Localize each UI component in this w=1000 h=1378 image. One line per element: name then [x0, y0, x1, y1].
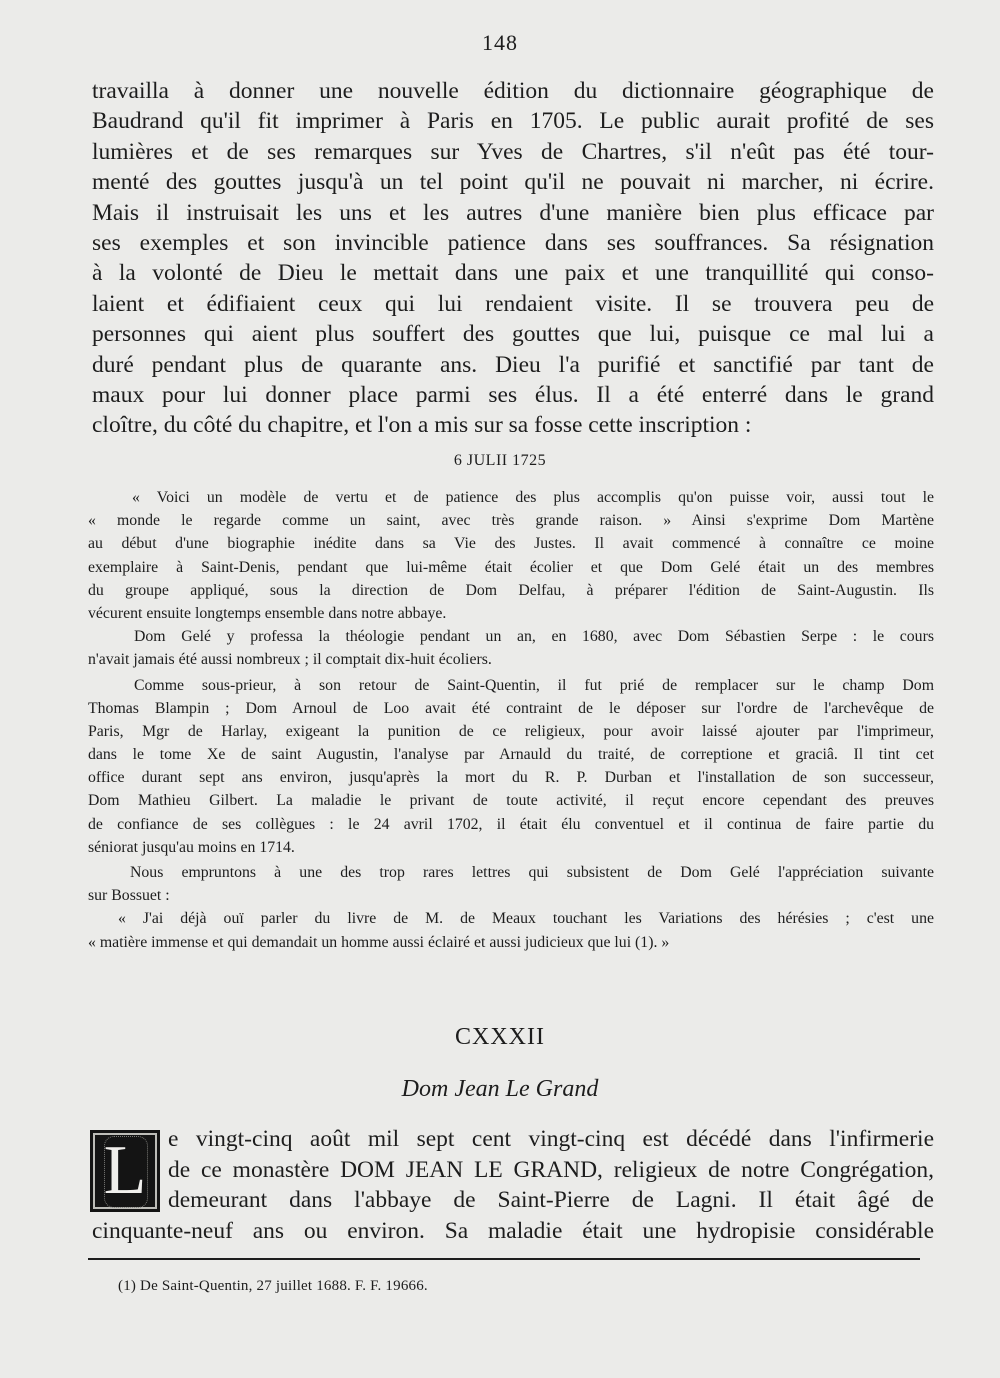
note-line: Dom Gelé y professa la théologie pendant un an, en 1680, avec Dom Sébastien Serpe : le cours: [134, 628, 934, 646]
note-line: sur Bossuet :: [88, 887, 170, 905]
note-line: dans le tome Xe de saint Augustin, l'analyse par Arnauld du traité, de correptione et graciâ. Il tint cet: [88, 746, 934, 764]
note-line: « matière immense et qui demandait un homme aussi éclairé et aussi judicieux que lui (1). »: [88, 933, 670, 951]
note-line: Nous empruntons à une des trop rares lettres qui subsistent de Dom Gelé l'appréciation suivante: [130, 864, 934, 881]
text-line: demeurant dans l'abbaye de Saint-Pierre de Lagni. Il était âgé de: [168, 1187, 934, 1213]
page-number: 148: [482, 30, 518, 55]
notes-block: [88, 486, 934, 954]
inscription-date: 6 JULII 1725: [453, 452, 547, 469]
text-line: Baudrand qu'il fit imprimer à Paris en 1705. Le public aurait profité de ses: [92, 108, 934, 135]
text-line: de ce monastère DOM JEAN LE GRAND, religieux de notre Congrégation,: [168, 1156, 934, 1183]
text-line: maux pour lui donner place parmi ses élus. Il a été enterré dans le grand: [92, 381, 934, 408]
note-line: Thomas Blampin ; Dom Arnoul de Loo avait été contraint de le déposer sur l'ordre de l'archevêque de: [88, 699, 934, 717]
text-line: cloître, du côté du chapitre, et l'on a mis sur sa fosse cette inscription :: [92, 412, 752, 439]
note-paragraph: [88, 486, 934, 625]
note-line: Dom Mathieu Gilbert. La maladie le privant de toute activité, il reçut encore cependant des preuves: [88, 792, 934, 810]
text-line: duré pendant plus de quarante ans. Dieu l'a purifié et sanctifié par tant de: [92, 351, 934, 378]
note-line: n'avait jamais été aussi nombreux ; il comptait dix-huit écoliers.: [88, 651, 492, 669]
note-line: « Voici un modèle de vertu et de patience des plus accomplis qu'on puisse voir, aussi tout le: [132, 489, 934, 506]
text-line: e vingt-cinq août mil sept cent vingt-cinq est décédé dans l'infirmerie: [168, 1126, 934, 1152]
text-line: ses exemples et son invincible patience dans ses souffrances. Sa résignation: [92, 229, 934, 256]
note-line: « monde le regarde comme un saint, avec très grande raison. » Ainsi s'exprime Dom Martène: [88, 512, 934, 530]
note-line: office durant sept ans environ, jusqu'après la mort du R. P. Durban et l'installation de son successeur,: [88, 769, 934, 787]
text-line: laient et édifiaient ceux qui lui rendaient visite. Il se trouvera peu de: [92, 290, 934, 317]
note-line: « J'ai déjà ouï parler du livre de M. de Meaux touchant les Variations des hérésies ; c'est une: [118, 910, 934, 928]
note-paragraph: [88, 861, 934, 907]
note-line: séniorat jusqu'au moins en 1714.: [88, 838, 295, 856]
text-line: personnes qui aient plus souffert des gouttes que lui, puisque ce mal lui a: [92, 321, 934, 348]
final-paragraph: [92, 1124, 934, 1246]
footnote: (1) De Saint-Quentin, 27 juillet 1688. F. F. 19666.: [118, 1278, 428, 1294]
note-line: vécurent ensuite longtemps ensemble dans notre abbaye.: [88, 604, 447, 622]
text-line: travailla à donner une nouvelle édition du dictionnaire géographique de: [92, 78, 934, 104]
note-line: Comme sous-prieur, à son retour de Saint-Quentin, il fut prié de remplacer sur le champ Dom: [134, 676, 934, 694]
note-paragraph: [88, 907, 934, 953]
section-title: Dom Jean Le Grand: [401, 1076, 599, 1102]
text-line: cinquante-neuf ans ou environ. Sa maladie était une hydropisie considérable: [92, 1217, 934, 1244]
section-number: CXXXII: [455, 1024, 545, 1050]
note-line: exemplaire à Saint-Denis, pendant que lui-même était écolier et que Dom Gelé était un des membres: [88, 558, 934, 576]
text-line: menté des gouttes jusqu'à un tel point qu'il ne pouvait ni marcher, ni écrire.: [92, 169, 934, 196]
text-line: Mais il instruisait les uns et les autres d'une manière bien plus efficace par: [92, 199, 934, 226]
text-line: lumières et de ses remarques sur Yves de Chartres, s'il n'eût pas été tour-: [92, 138, 934, 165]
note-line: de confiance de ses collègues : le 24 avril 1702, il était élu conventuel et il continua de faire partie du: [88, 815, 934, 833]
note-line: Paris, Mgr de Harlay, exigeant la punition de ce religieux, pour avoir laissé ajouter par l'imprimeur,: [88, 722, 934, 740]
note-paragraph: [88, 674, 934, 860]
note-line: du groupe appliqué, sous la direction de Dom Delfau, à préparer l'édition de Saint-Augustin. Ils: [88, 581, 934, 599]
footnote-divider: [88, 1258, 920, 1260]
text-line: à la volonté de Dieu le mettait dans une paix et une tranquillité qui conso-: [92, 260, 934, 287]
main-paragraph: [92, 76, 934, 441]
dropcap-letter: L: [103, 1132, 147, 1209]
note-line: au début d'une biographie inédite dans sa Vie des Justes. Il avait commencé à connaître ce moine: [88, 535, 934, 553]
note-paragraph: [88, 625, 934, 671]
